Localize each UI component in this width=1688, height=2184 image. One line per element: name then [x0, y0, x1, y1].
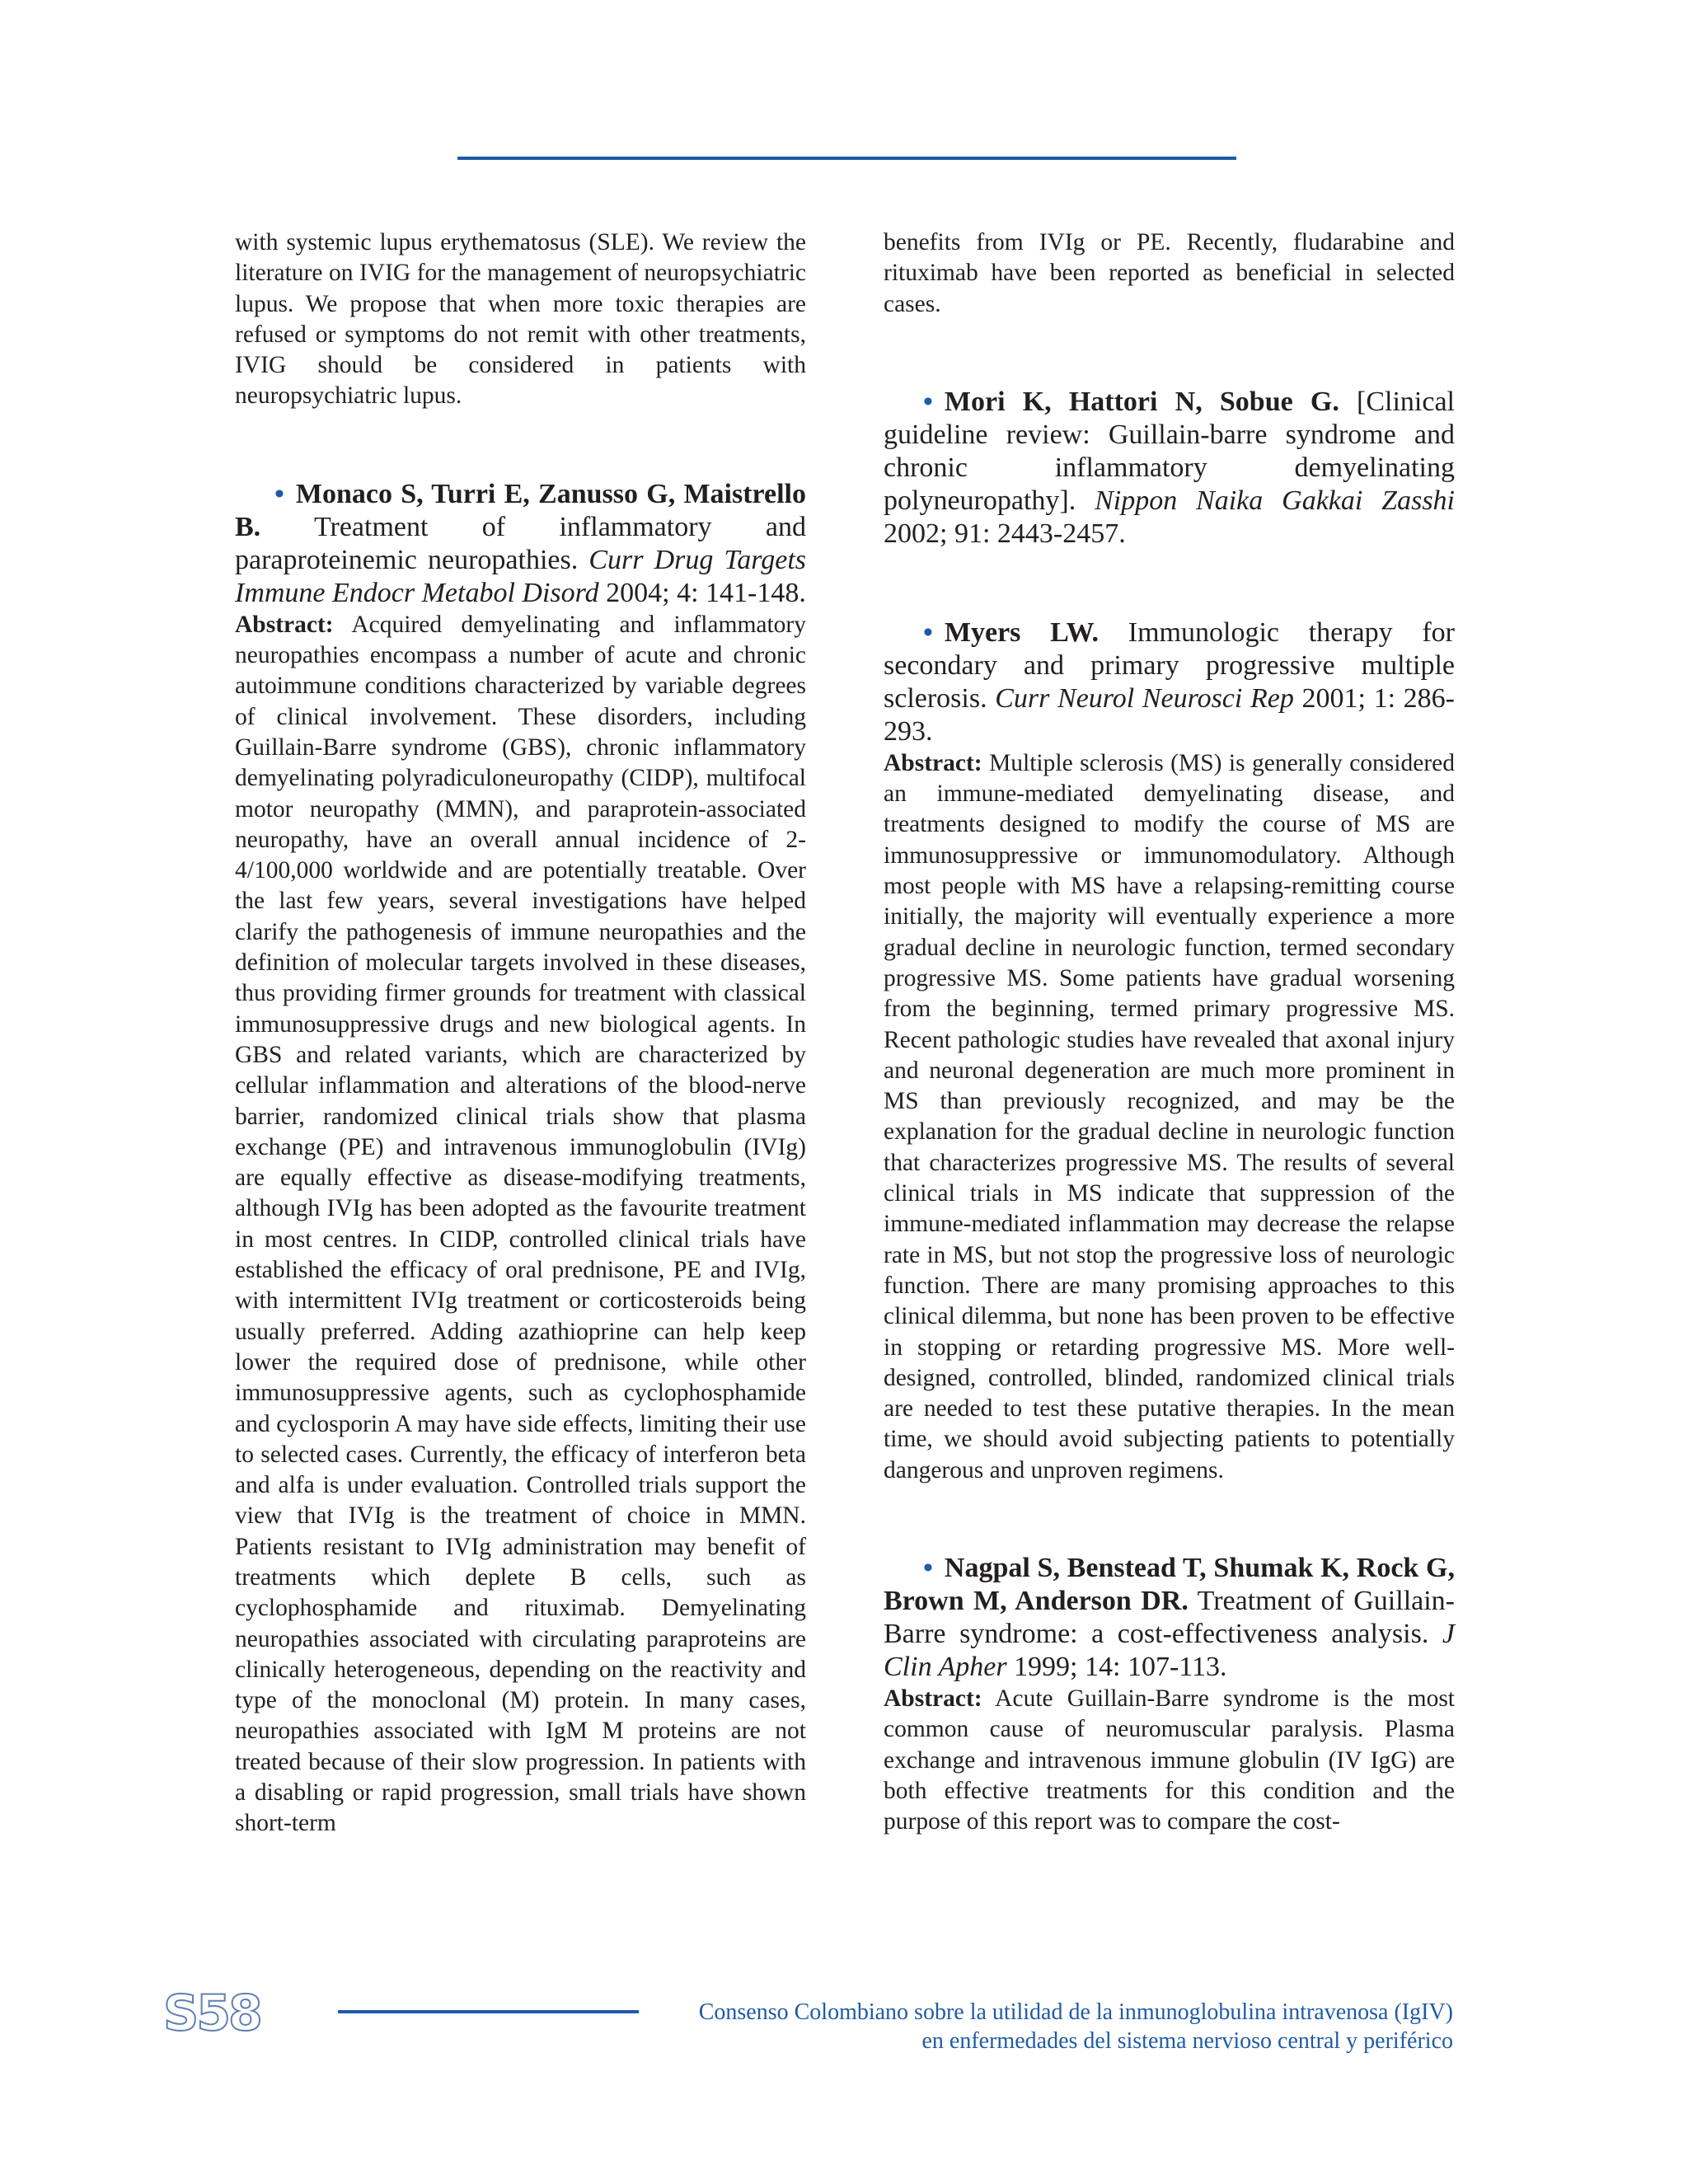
spacer	[884, 1486, 1455, 1552]
right-column	[884, 227, 1455, 1838]
bullet-icon: •	[923, 386, 933, 417]
abstract-text: Multiple sclerosis (MS) is generally considered an immune-mediated demyelinating disease, and treatments designed to modify the course of MS are immunosuppressive or immunomodulatory. Although most people with MS have a relapsing-remitting course initially, the majority will eventually experience a more gradual decline in neurologic function, termed secondary progressive MS. Some patients have gradual worsening from the beginning, termed primary progressive MS. Recent pathologic studies have revealed that axonal injury and neuronal degeneration are much more prominent in MS than previously recognized, and may be the explanation for the gradual decline in neurologic function that characterizes progressive MS. The results of several clinical trials in MS indicate that suppression of the immune-mediated inflammation may decrease the relapse rate in MS, but not stop the progressive loss of neurologic function. There are many promising approaches to this clinical dilemma, but none has been proven to be effective in stopping or retarding progressive MS. More well-designed, controlled, blinded, randomized clinical trials are needed to test these putative therapies. In the mean time, we should avoid subjecting patients to potentially dangerous and unproven regimens.	[884, 749, 1455, 1483]
continued-abstract-text: benefits from IVIg or PE. Recently, fludarabine and rituximab have been reported as beneficial in selected cases.	[884, 229, 1455, 317]
abstract-label: Abstract:	[235, 611, 334, 638]
reference-entry	[884, 386, 1455, 551]
reference-authors: Mori K, Hattori N, Sobue G.	[944, 386, 1339, 417]
running-footer-line: Consenso Colombiano sobre la utilidad de la inmunoglobulina intravenosa (IgIV)	[698, 1999, 1453, 2025]
reference-journal: Curr Neurol Neurosci Rep	[995, 682, 1294, 714]
bullet-icon: •	[923, 1553, 933, 1584]
footer-rule	[338, 2010, 639, 2013]
header-rule	[457, 157, 1236, 160]
reference-authors: Monaco S, Turri E, Zanusso G, Maistrello B.	[235, 478, 806, 542]
left-column	[235, 227, 806, 1840]
reference-title: Immunologic therapy for secondary and primary progressive multiple sclerosis.	[884, 616, 1455, 714]
reference-entry	[884, 616, 1455, 748]
reference-entry	[235, 478, 806, 610]
reference-title: [Clinical guideline review: Guillain-barre syndrome and chronic inflammatory demyelinating polyneuropathy].	[884, 386, 1455, 516]
reference-authors: Myers LW.	[944, 616, 1100, 648]
reference-citation: 2001; 1: 286-293.	[884, 682, 1455, 747]
abstract	[235, 610, 806, 1840]
reference-title: Treatment of Guillain-Barre syndrome: a cost-effectiveness analysis.	[884, 1586, 1455, 1650]
page-number: S58	[163, 1985, 260, 2042]
reference-authors: Nagpal S, Benstead T, Shumak K, Rock G, Brown M, Anderson DR.	[884, 1553, 1455, 1617]
abstract	[884, 748, 1455, 1486]
reference-citation: 2004; 4: 141-148.	[606, 577, 806, 608]
reference-journal: Curr Drug Targets Immune Endocr Metabol Disord	[235, 544, 806, 608]
running-footer-line: en enfermedades del sistema nervioso central y periférico	[921, 2028, 1453, 2054]
bullet-icon: •	[274, 478, 284, 509]
spacer	[884, 320, 1455, 386]
abstract	[884, 1684, 1455, 1837]
reference-citation: 1999; 14: 107-113.	[1014, 1652, 1227, 1683]
abstract-text: Acute Guillain-Barre syndrome is the most common cause of neuromuscular paralysis. Plasma exchange and intravenous immune globulin (IV IgG) are both effective treatments for this condition and the purpose of this report was to compare the cost-	[884, 1685, 1455, 1835]
reference-journal: Nippon Naika Gakkai Zasshi	[1095, 485, 1455, 516]
running-footer	[699, 1998, 1453, 2055]
reference-title: Treatment of inflammatory and paraproteinemic neuropathies.	[235, 511, 806, 575]
abstract-label: Abstract:	[884, 749, 982, 776]
reference-entry	[884, 1552, 1455, 1684]
abstract-label: Abstract:	[884, 1685, 982, 1713]
continued-abstract-text: with systemic lupus erythematosus (SLE). We review the literature on IVIG for the management of neuropsychiatric lupus. We propose that when more toxic therapies are refused or symptoms do not remit with other treatments, IVIG should be considered in patients with neuropsychiatric lupus.	[235, 229, 806, 410]
spacer	[884, 551, 1455, 616]
abstract-text: Acquired demyelinating and inflammatory neuropathies encompass a number of acute and chronic autoimmune conditions characterized by variable degrees of clinical involvement. These disorders, including Guillain-Barre syndrome (GBS), chronic inflammatory demyelinating polyradiculoneuropathy (CIDP), multifocal motor neuropathy (MMN), and paraprotein-associated neuropathy, have an overall annual incidence of 2-4/100,000 worldwide and are potentially treatable. Over the last few years, several investigations have helped clarify the pathogenesis of immune neuropathies and the definition of molecular targets involved in these diseases, thus providing firmer grounds for treatment with classical immunosuppressive drugs and new biological agents. In GBS and related variants, which are characterized by cellular inflammation and alterations of the blood-nerve barrier, randomized clinical trials show that plasma exchange (PE) and intravenous immunoglobulin (IVIg) are equally effective as disease-modifying treatments, although IVIg has been adopted as the favourite treatment in most centres. In CIDP, controlled clinical trials have established the efficacy of oral prednisone, PE and IVIg, with intermittent IVIg treatment or corticosteroids being usually preferred. Adding azathioprine can help keep lower the required dose of prednisone, while other immunosuppressive agents, such as cyclophosphamide and cyclosporin A may have side effects, limiting their use to selected cases. Currently, the efficacy of interferon beta and alfa is under evaluation. Controlled trials support the view that IVIg is the treatment of choice in MMN. Patients resistant to IVIg administration may benefit of treatments which deplete B cells, such as cyclophosphamide and rituximab. Demyelinating neuropathies associated with circulating paraproteins are clinically heterogeneous, depending on the reactivity and type of the monoclonal (M) protein. In many cases, neuropathies associated with IgM M proteins are not treated because of their slow progression. In patients with a disabling or rapid progression, small trials have shown short-term	[235, 611, 807, 1837]
reference-journal: J Clin Apher	[884, 1619, 1455, 1683]
bullet-icon: •	[923, 616, 933, 648]
spacer	[235, 412, 806, 478]
reference-citation: 2002; 91: 2443-2457.	[884, 518, 1126, 549]
